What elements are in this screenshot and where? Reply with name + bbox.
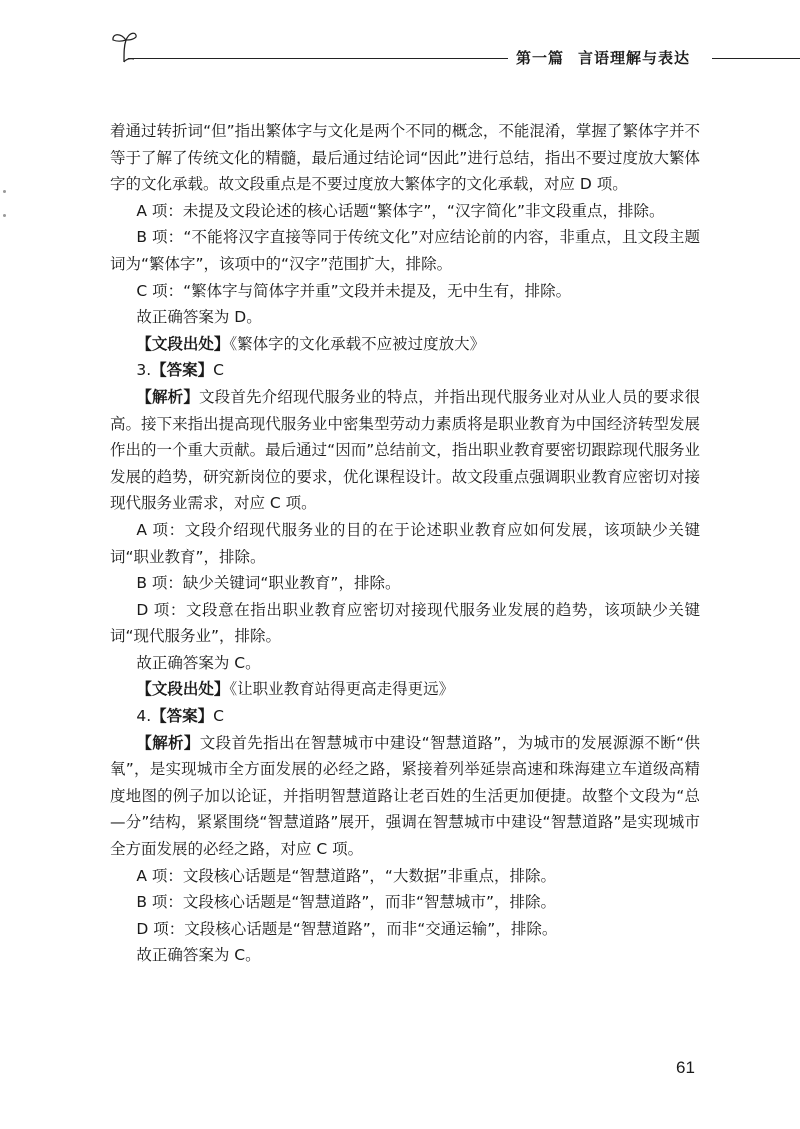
option-paragraph: B 项：文段核心话题是“智慧道路”，而非“智慧城市”，排除。 <box>136 893 557 912</box>
option-paragraph: B 项：“不能将汉字直接等同于传统文化”对应结论前的内容，非重点，且文段主题词为“繁体字”，该项中的“汉字”范围扩大，排除。 <box>110 228 700 273</box>
question-number: 4. <box>136 707 152 726</box>
option-paragraph: 故正确答案为 C。 <box>136 946 261 965</box>
option-paragraph: 故正确答案为 D。 <box>136 308 262 327</box>
header-section: 言语理解与表达 <box>578 49 691 67</box>
option-paragraph: C 项：“繁体字与简体字并重”文段并未提及，无中生有，排除。 <box>136 281 572 300</box>
option-paragraph: 故正确答案为 C。 <box>136 653 261 672</box>
answer-label: 【答案】 <box>151 707 214 726</box>
option-paragraph: D 项：文段核心话题是“智慧道路”，而非“交通运输”，排除。 <box>136 919 558 938</box>
answer-line <box>110 703 700 730</box>
section-label: 【文段出处】 <box>136 334 230 353</box>
option-paragraph: B 项：缺少关键词“职业教育”，排除。 <box>136 574 401 593</box>
option-paragraph: A 项：文段介绍现代服务业的目的在于论述职业教育应如何发展，该项缺少关键词“职业教育”，排除。 <box>110 520 700 566</box>
body-paragraph: 着通过转折词“但”指出繁体字与文化是两个不同的概念，不能混淆，掌握了繁体字并不等于了解了传统文化的精髓，最后通过结论词“因此”进行总结，指出不要过度放大繁体字的文化承载。故文段重点是不要过度放大繁体字的文化承载，对应 D 项。 <box>110 122 700 194</box>
analysis-paragraph <box>110 676 700 703</box>
answer-line <box>110 357 700 384</box>
header-rule-left <box>128 58 508 59</box>
header-rule-right <box>712 58 800 59</box>
header-title <box>516 47 690 68</box>
page-body <box>110 118 700 969</box>
option-paragraph: A 项：文段核心话题是“智慧道路”，“大数据”非重点，排除。 <box>136 866 556 885</box>
scan-mark <box>3 190 6 193</box>
answer-value: C <box>213 707 224 726</box>
scan-mark <box>3 214 6 217</box>
header-part: 第一篇 <box>516 49 565 67</box>
section-label: 【解析】 <box>136 733 200 752</box>
paragraph-text: 文段首先介绍现代服务业的特点，并指出现代服务业对从业人员的要求很高。接下来指出提高现代服务业中密集型劳动力素质将是职业教育为中国经济转型发展作出的一个重大贡献。最后通过“因而”总结前文，指出职业教育要密切跟踪现代服务业发展的趋势，研究新岗位的要求，优化课程设计。故文段重点强调职业教育应密切对接现代服务业需求，对应 C 项。 <box>110 387 700 513</box>
question-number: 3. <box>136 361 152 380</box>
analysis-paragraph <box>110 384 700 517</box>
analysis-paragraph <box>110 331 700 358</box>
running-header <box>0 28 800 78</box>
analysis-paragraph <box>110 730 700 863</box>
option-paragraph: A 项：未提及文段论述的核心话题“繁体字”，“汉字简化”非文段重点，排除。 <box>136 201 665 220</box>
answer-value: C <box>213 361 224 380</box>
page-number: 61 <box>676 1058 695 1077</box>
section-label: 【解析】 <box>136 387 199 406</box>
paragraph-text: 《让职业教育站得更高走得更远》 <box>229 680 455 699</box>
option-paragraph: D 项：文段意在指出职业教育应密切对接现代服务业发展的趋势，该项缺少关键词“现代服务业”，排除。 <box>110 600 700 646</box>
answer-label: 【答案】 <box>151 361 214 380</box>
paragraph-text: 《繁体字的文化承载不应被过度放大》 <box>229 334 486 353</box>
section-label: 【文段出处】 <box>136 680 230 699</box>
paragraph-text: 文段首先指出在智慧城市中建设“智慧道路”，为城市的发展源源不断“供氧”，是实现城市全方面发展的必经之路，紧接着列举延崇高速和珠海建立车道级高精度地图的例子加以论证，并指明智慧道路让老百姓的生活更加便捷。故整个文段为“总—分”结构，紧紧围绕“智慧道路”展开，强调在智慧城市中建设“智慧道路”是实现城市全方面发展的必经之路，对应 C 项。 <box>110 733 700 859</box>
